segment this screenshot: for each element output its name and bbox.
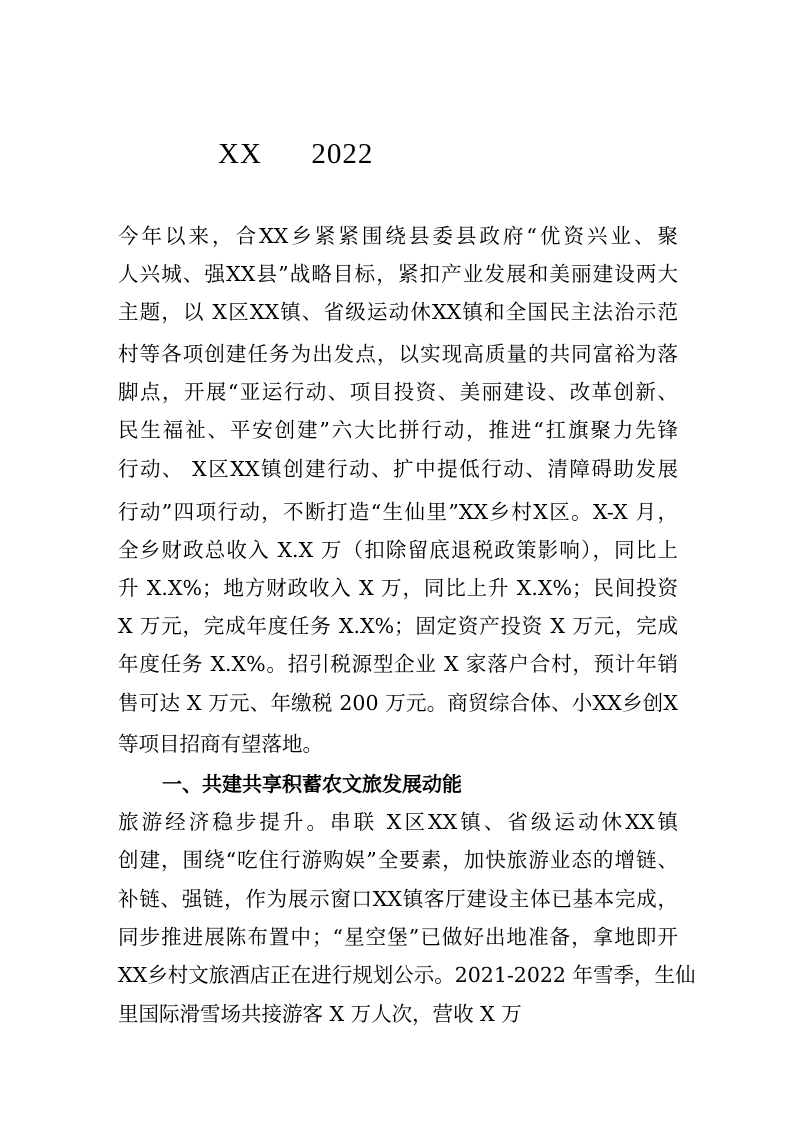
paragraph-1-line-11: X 万元，完成年度任务 X.X%；固定资产投资 X 万元，完成	[118, 614, 678, 638]
paragraph-2-line-5: XX乡村文旅酒店正在进行规划公示。2021-2022 年雪季，生仙	[118, 963, 696, 987]
paragraph-1-line-6: 民生福祉、平安创建”六大比拼行动，推进“扛旗聚力先锋	[118, 418, 678, 442]
paragraph-1-line-12: 年度任务 X.X%。招引税源型企业 X 家落户合村，预计年销	[118, 652, 678, 676]
paragraph-1-line-7: 行动、 X区XX镇创建行动、扩中提低行动、清障碍助发展	[118, 457, 678, 481]
paragraph-1-line-10: 升 X.X%；地方财政收入 X 万，同比上升 X.X%；民间投资	[118, 576, 678, 600]
paragraph-2-line-1: 旅游经济稳步提升。串联 X区XX镇、省级运动休XX镇	[118, 810, 678, 834]
paragraph-1-line-8: 行动”四项行动，不断打造“生仙里”XX乡村X区。X-X 月，	[118, 500, 678, 524]
paragraph-1-line-4: 村等各项创建任务为出发点，以实现高质量的共同富裕为落	[118, 342, 678, 366]
paragraph-1-line-1: 今年以来，合XX乡紧紧围绕县委县政府“优资兴业、聚	[118, 224, 678, 248]
paragraph-2-line-2: 创建，围绕“吃住行游购娱”全要素，加快旅游业态的增链、	[118, 848, 678, 872]
paragraph-1-line-13: 售可达 X 万元、年缴税 200 万元。商贸综合体、小XX乡创X	[118, 691, 678, 715]
paragraph-1-line-5: 脚点，开展“亚运行动、项目投资、美丽建设、改革创新、	[118, 380, 678, 404]
paragraph-1-line-3: 主题，以 X区XX镇、省级运动休XX镇和全国民主法治示范	[118, 300, 678, 324]
paragraph-1-line-2: 人兴城、强XX县”战略目标，紧扣产业发展和美丽建设两大	[118, 262, 678, 286]
document-title: XX 2022	[218, 138, 374, 170]
section-heading-1: 一、共建共享积蓄农文旅发展动能	[162, 772, 462, 796]
paragraph-2-line-4: 同步推进展陈布置中；“星空堡”已做好出地准备，拿地即开	[118, 925, 678, 949]
paragraph-1-line-9: 全乡财政总收入 X.X 万（扣除留底退税政策影响），同比上	[118, 538, 678, 562]
paragraph-2-line-6: 里国际滑雪场共接游客 X 万人次，营收 X 万	[118, 1002, 522, 1026]
paragraph-2-line-3: 补链、强链，作为展示窗口XX镇客厅建设主体已基本完成，	[118, 887, 678, 911]
paragraph-1-line-14: 等项目招商有望落地。	[118, 732, 323, 756]
